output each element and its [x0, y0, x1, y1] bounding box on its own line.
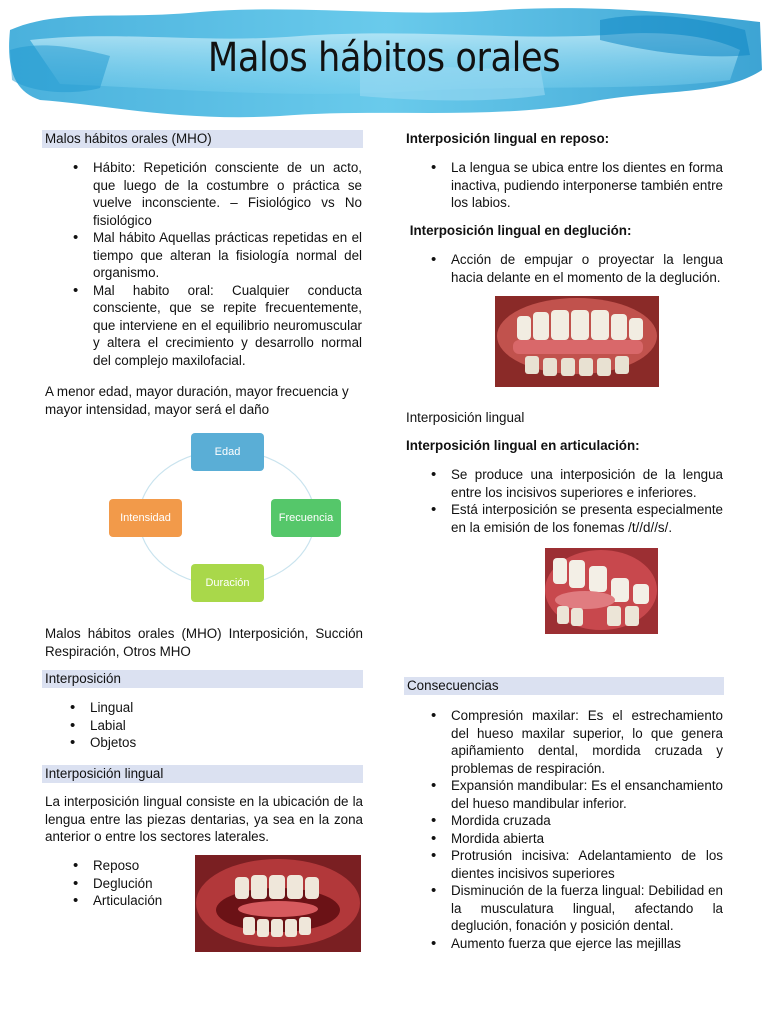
articulacion-heading: Interposición lingual en articulación:: [406, 438, 640, 453]
interposicion-lingual-heading: Interposición lingual: [42, 765, 363, 783]
cycle-node-intensidad: Intensidad: [109, 499, 182, 537]
list-item: • Está interposición se presenta especialmente en la emisión de los fonemas /t//d//s/.: [451, 501, 723, 536]
reposo-heading: Interposición lingual en reposo:: [406, 131, 610, 146]
list-item: • Labial: [90, 717, 290, 735]
list-item: • Acción de empujar o proyectar la lengua hacia delante en el momento de la deglución.: [451, 251, 723, 286]
page-title: Malos hábitos orales: [207, 35, 561, 81]
consecuencias-heading: Consecuencias: [404, 677, 724, 695]
teeth-photo-3: [545, 548, 658, 634]
list-item: • Mordida abierta: [451, 830, 723, 848]
lingual-types-list: [93, 857, 193, 910]
teeth-photo-1: [195, 855, 361, 952]
cycle-node-frecuencia: Frecuencia: [271, 499, 341, 537]
articulacion-list: [451, 466, 723, 536]
list-item: • Objetos: [90, 734, 290, 752]
cycle-node-edad: Edad: [191, 433, 264, 471]
list-item: • Mal hábito Aquellas prácticas repetidas en el tiempo que alteran la fisiología normal del organismo.: [93, 229, 362, 282]
deglucion-heading: Interposición lingual en deglución:: [406, 223, 632, 238]
list-item: • Disminución de la fuerza lingual: Debilidad en la musculatura lingual, afectando la deglución, fonación y posición dental.: [451, 882, 723, 935]
mho-heading: Malos hábitos orales (MHO): [42, 130, 363, 148]
mho-bullet-list: [93, 159, 362, 369]
deglucion-list: [451, 251, 723, 286]
list-item: • Mordida cruzada: [451, 812, 723, 830]
list-item: • Mal habito oral: Cualquier conducta consciente, que se repite frecuentemente, que interviene en el equilibrio neuromuscular y altera el crecimiento y desarrollo normal del complejo maxilofacial.: [93, 282, 362, 370]
interposicion-heading: Interposición: [42, 670, 363, 688]
list-item: • Expansión mandibular: Es el ensanchamiento del hueso mandibular inferior.: [451, 777, 723, 812]
list-item: • Protrusión incisiva: Adelantamiento de los dientes incisivos superiores: [451, 847, 723, 882]
interposicion-list: [90, 699, 290, 752]
age-damage-text: A menor edad, mayor duración, mayor frecuencia y mayor intensidad, mayor será el daño: [45, 384, 349, 417]
cycle-node-duracion: Duración: [191, 564, 264, 602]
mho-types-text: Malos hábitos orales (MHO) Interposición, Succión Respiración, Otros MHO: [45, 626, 363, 659]
list-item: • Se produce una interposición de la lengua entre los incisivos superiores e inferiores.: [451, 466, 723, 501]
teeth-photo-2: [495, 296, 659, 387]
image-caption: Interposición lingual: [406, 410, 525, 425]
reposo-list: [451, 159, 723, 212]
list-item: • La lengua se ubica entre los dientes en forma inactiva, pudiendo interponerse también entre los labios.: [451, 159, 723, 212]
list-item: • Aumento fuerza que ejerce las mejillas: [451, 935, 723, 953]
list-item: • Deglución: [93, 875, 193, 893]
list-item: • Compresión maxilar: Es el estrechamiento del hueso maxilar superior, lo que genera apiñamiento dental, mordida cruzada y problemas de respiración.: [451, 707, 723, 777]
list-item: • Reposo: [93, 857, 193, 875]
lingual-definition-text: La interposición lingual consiste en la ubicación de la lengua entre las piezas dentarias, ya sea en la zona anterior o entre los sectores laterales.: [45, 794, 363, 844]
list-item: • Articulación: [93, 892, 193, 910]
list-item: • Lingual: [90, 699, 290, 717]
list-item: • Hábito: Repetición consciente de un acto, que luego de la costumbre o práctica se vuelve inconsciente. – Fisiológico vs No fisiológico: [93, 159, 362, 229]
habit-factors-cycle: [105, 428, 345, 608]
consecuencias-list: [451, 707, 723, 952]
